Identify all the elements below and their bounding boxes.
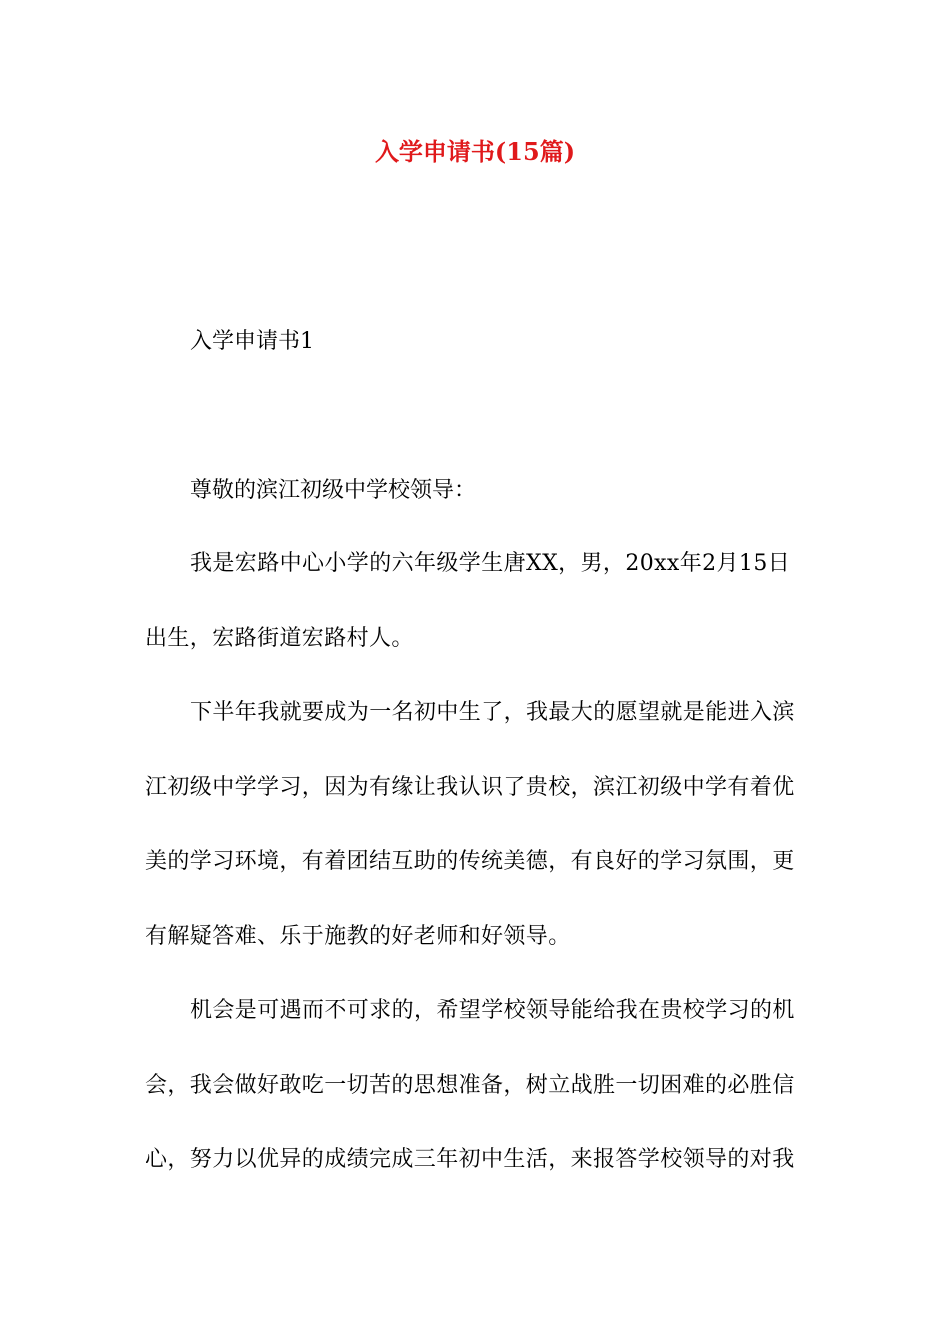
paragraph-line: 出生，宏路街道宏路村人。 bbox=[145, 625, 414, 651]
paragraph-2 bbox=[145, 693, 815, 991]
paragraph-line: 我是宏路中心小学的六年级学生唐XX，男，20xx年2月15日 bbox=[190, 551, 791, 576]
paragraph-line: 有解疑答难、乐于施教的好老师和好领导。 bbox=[145, 923, 571, 949]
paragraph-line: 江初级中学学习，因为有缘让我认识了贵校，滨江初级中学有着优 bbox=[145, 774, 795, 800]
paragraph-line: 下半年我就要成为一名初中生了，我最大的愿望就是能进入滨 bbox=[190, 700, 795, 725]
paragraph-line: 机会是可遇而不可求的，希望学校领导能给我在贵校学习的机 bbox=[190, 998, 795, 1023]
salutation: 尊敬的滨江初级中学校领导： bbox=[190, 478, 477, 503]
paragraph-line: 美的学习环境，有着团结互助的传统美德，有良好的学习氛围，更 bbox=[145, 849, 795, 874]
paragraph-3 bbox=[145, 991, 815, 1215]
paragraph-line: 会，我会做好敢吃一切苦的思想准备，树立战胜一切困难的必胜信 bbox=[145, 1072, 795, 1098]
paragraph-1 bbox=[145, 544, 815, 693]
document-title: 入学申请书(15篇) bbox=[374, 137, 576, 166]
letter-body bbox=[145, 544, 815, 1215]
paragraph-line: 心，努力以优异的成绩完成三年初中生活，来报答学校领导的对我 bbox=[145, 1147, 795, 1172]
section-heading: 入学申请书1 bbox=[190, 329, 314, 354]
